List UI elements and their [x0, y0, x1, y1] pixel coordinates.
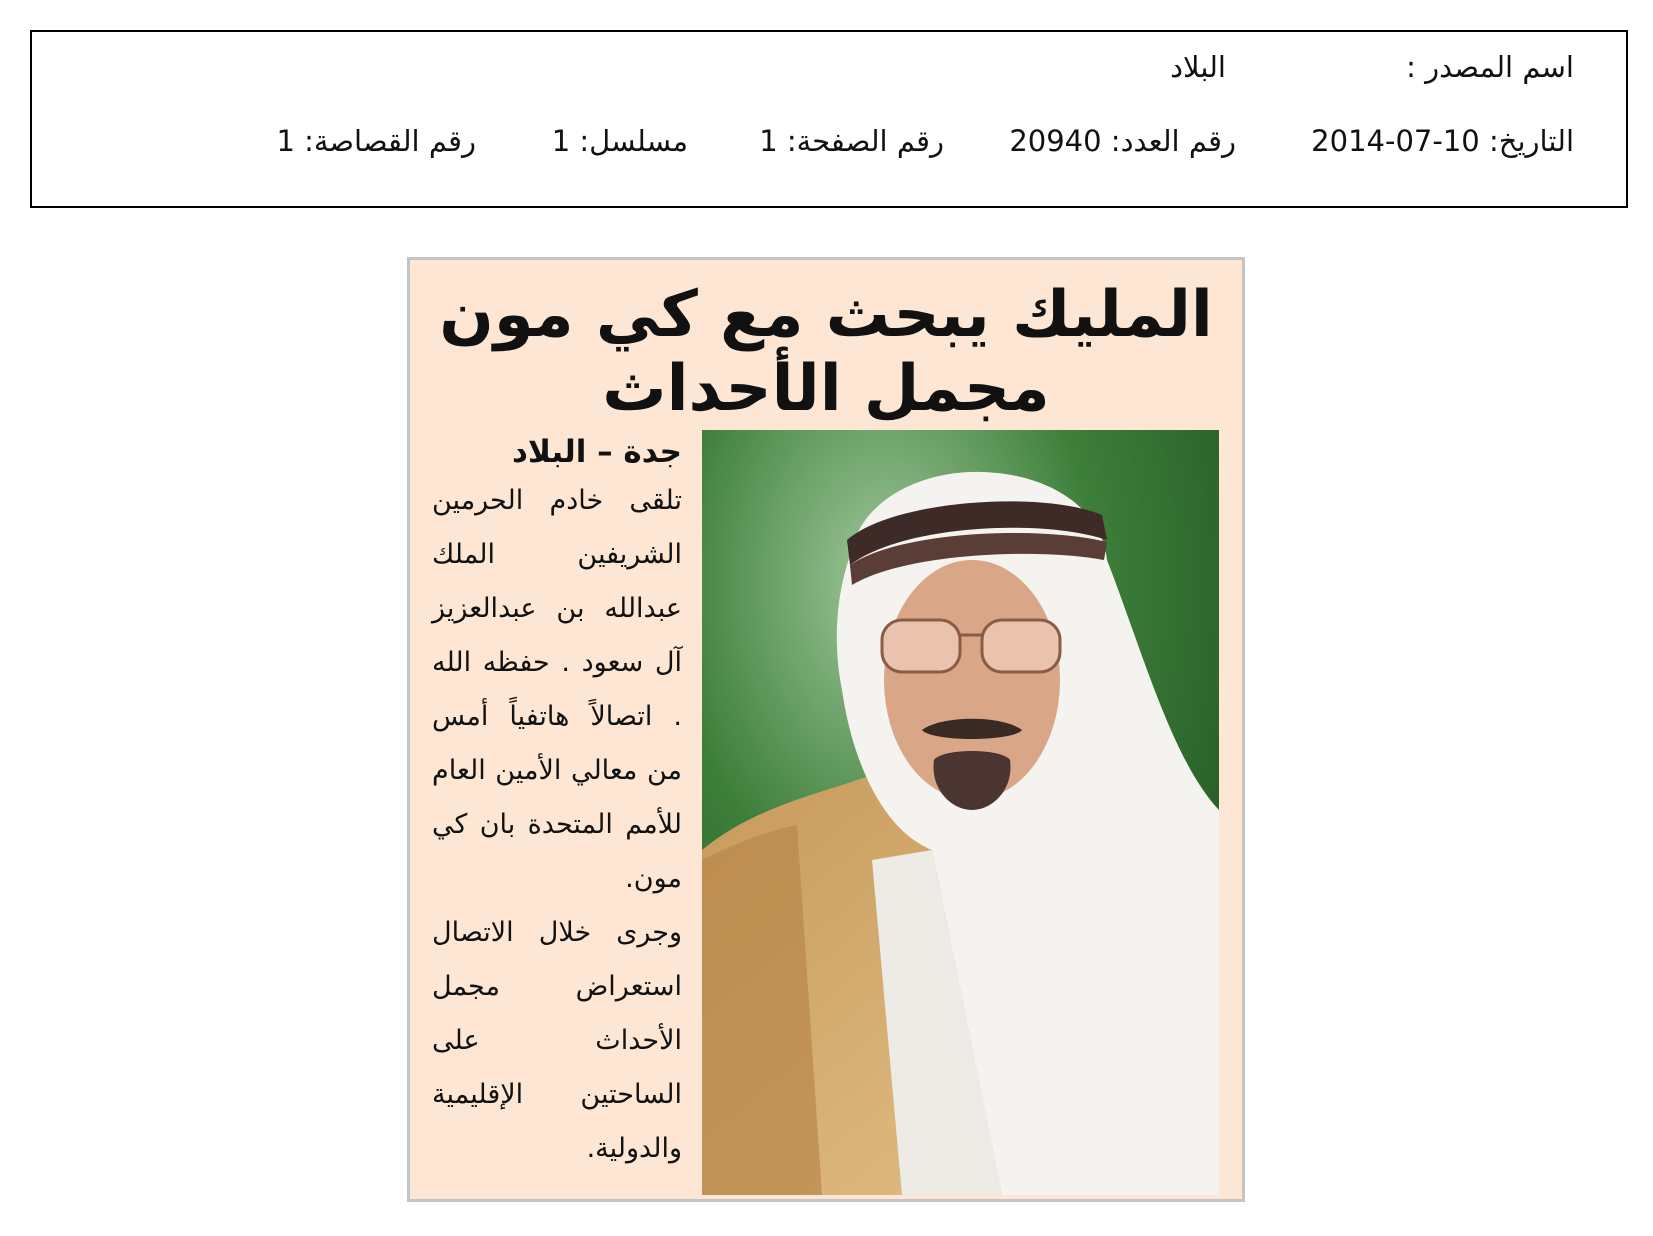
headline: المليك يبحث مع كي مون مجمل الأحداث — [439, 278, 1213, 426]
source-value: البلاد — [1170, 50, 1226, 84]
article-body — [432, 430, 682, 1176]
date-field: التاريخ: 10-07-2014 — [1311, 124, 1574, 158]
portrait-illustration — [702, 430, 1219, 1195]
clip-number: رقم القصاصة: 1 — [276, 124, 476, 158]
source-label: اسم المصدر : — [1406, 50, 1574, 84]
serial-number: مسلسل: 1 — [551, 124, 688, 158]
metadata-box — [30, 30, 1628, 208]
article-paragraph: وجرى خلال الاتصال استعراض مجمل الأحداث على الساحتين الإقليمية والدولية. — [432, 917, 682, 1164]
page-number: رقم الصفحة: 1 — [759, 124, 944, 158]
issue-number: رقم العدد: 20940 — [1009, 124, 1236, 158]
dateline: جدة – البلاد — [511, 434, 682, 470]
article-paragraph: تلقى خادم الحرمين الشريفين الملك عبدالله بن عبدالعزيز آل سعود . حفظه الله . اتصالاً هاتفياً أمس من معالي الأمين العام للأمم المتحدة بان كي مون. — [432, 485, 682, 894]
newspaper-clipping — [407, 257, 1245, 1202]
portrait-photo — [702, 430, 1219, 1195]
